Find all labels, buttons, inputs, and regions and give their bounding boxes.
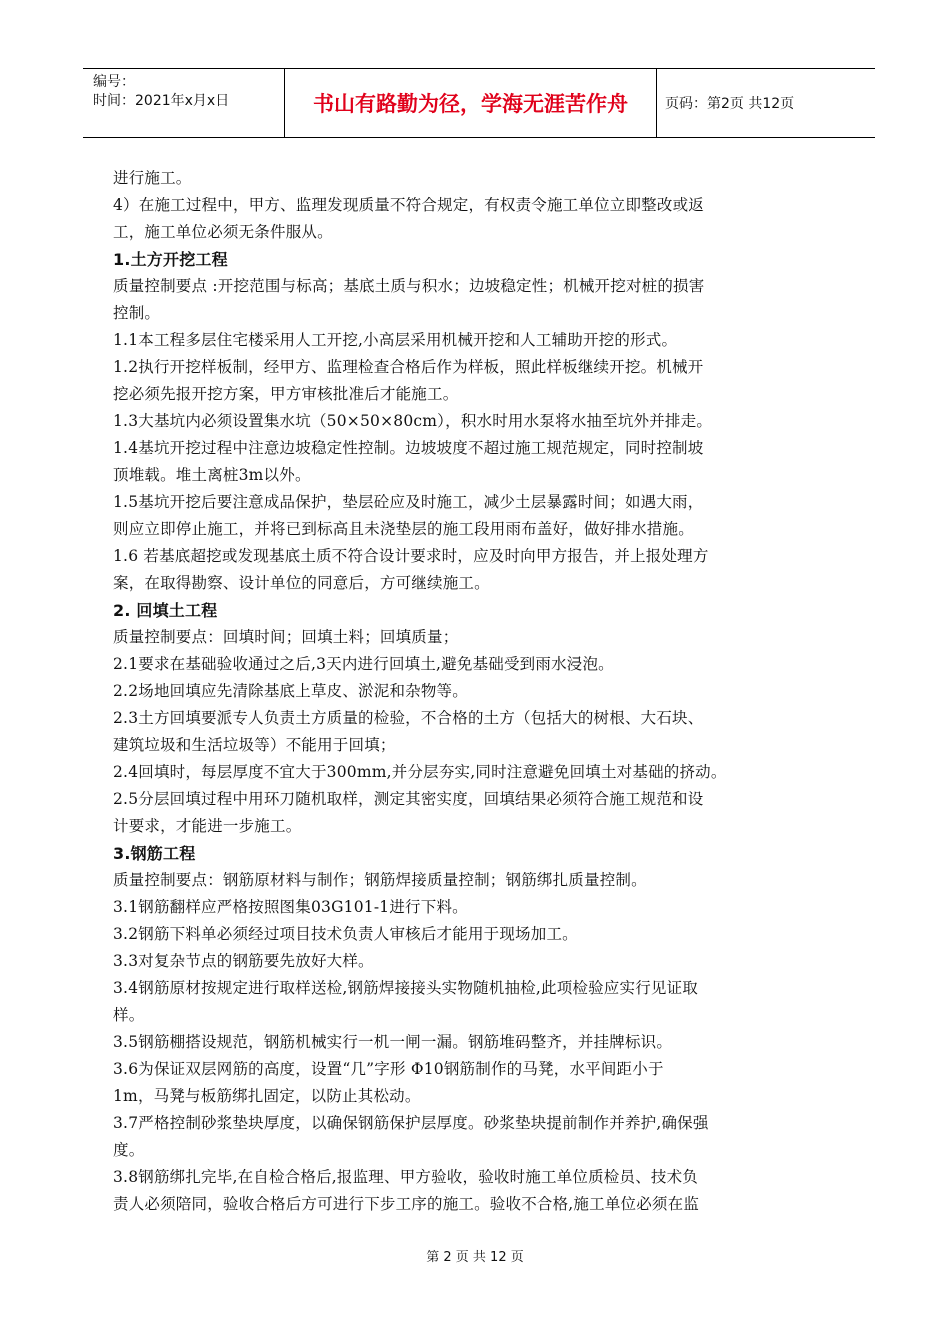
paragraph-line: 1.2执行开挖样板制，经甲方、监理检查合格后作为样板，照此样板继续开挖。机械开 xyxy=(113,358,704,376)
paragraph-line: 2.4回填时，每层厚度不宜大于300mm,并分层夯实,同时注意避免回填土对基础的挤动。 xyxy=(113,763,727,781)
paragraph-line: 样。 xyxy=(113,1006,145,1024)
paragraph-line: 质量控制要点 :开挖范围与标高；基底土质与积水；边坡稳定性；机械开挖对桩的损害 xyxy=(113,277,705,295)
paragraph-line: 工，施工单位必须无条件服从。 xyxy=(113,223,333,241)
paragraph-line: 2.5分层回填过程中用环刀随机取样，测定其密实度，回填结果必须符合施工规范和设 xyxy=(113,790,704,808)
paragraph-line: 质量控制要点：回填时间；回填土料；回填质量； xyxy=(113,628,459,646)
paragraph-line: 3.1钢筋翻样应严格按照图集03G101-1进行下料。 xyxy=(113,898,468,916)
number-label: 编号： xyxy=(93,74,135,90)
paragraph-line: 度。 xyxy=(113,1141,145,1159)
paragraph-line: 2.3土方回填要派专人负责土方质量的检验，不合格的土方（包括大的树根、大石块、 xyxy=(113,709,704,727)
paragraph-line: 1.3大基坑内必须设置集水坑（50×50×80cm），积水时用水泵将水抽至坑外并排走。 xyxy=(113,412,713,430)
paragraph-line: 计要求，才能进一步施工。 xyxy=(113,817,302,835)
section-heading: 1.土方开挖工程 xyxy=(113,250,228,269)
paragraph-line: 挖必须先报开挖方案，甲方审核批准后才能施工。 xyxy=(113,385,459,403)
paragraph-line: 建筑垃圾和生活垃圾等）不能用于回填； xyxy=(113,736,396,754)
paragraph-line: 则应立即停止施工，并将已到标高且未浇垫层的施工段用雨布盖好，做好排水措施。 xyxy=(113,520,694,538)
paragraph-line: 2.2场地回填应先清除基底上草皮、淤泥和杂物等。 xyxy=(113,682,468,700)
paragraph-line: 1.6 若基底超挖或发现基底土质不符合设计要求时，应及时向甲方报告，并上报处理方 xyxy=(113,547,709,565)
paragraph-line: 质量控制要点：钢筋原材料与制作；钢筋焊接质量控制；钢筋绑扎质量控制。 xyxy=(113,871,647,889)
time-label: 时间：2021年x月x日 xyxy=(93,93,230,109)
paragraph-line: 3.7严格控制砂浆垫块厚度，以确保钢筋保护层厚度。砂浆垫块提前制作并养护,确保强 xyxy=(113,1114,709,1132)
paragraph-line: 3.2钢筋下料单必须经过项目技术负责人审核后才能用于现场加工。 xyxy=(113,925,578,943)
paragraph-line: 4）在施工过程中，甲方、监理发现质量不符合规定，有权责令施工单位立即整改或返 xyxy=(113,196,704,214)
header-table xyxy=(83,68,875,138)
paragraph-line: 1.1本工程多层住宅楼采用人工开挖,小高层采用机械开挖和人工辅助开挖的形式。 xyxy=(113,331,678,349)
paragraph-line: 1m，马凳与板筋绑扎固定，以防止其松动。 xyxy=(113,1087,421,1105)
page-info: 页码：第2页 共12页 xyxy=(665,96,795,112)
page-footer: 第 2 页 共 12 页 xyxy=(426,1250,524,1265)
paragraph-line: 案，在取得勘察、设计单位的同意后，方可继续施工。 xyxy=(113,574,490,592)
paragraph-line: 1.5基坑开挖后要注意成品保护，垫层砼应及时施工，减少土层暴露时间；如遇大雨， xyxy=(113,493,704,511)
paragraph-line: 3.3对复杂节点的钢筋要先放好大样。 xyxy=(113,952,374,970)
motto: 书山有路勤为径，学海无涯苦作舟 xyxy=(285,69,657,137)
paragraph-line: 控制。 xyxy=(113,304,161,322)
header-left-cell xyxy=(83,69,285,137)
paragraph-line: 顶堆载。堆土离桩3m以外。 xyxy=(113,466,311,484)
paragraph-line: 2.1要求在基础验收通过之后,3天内进行回填土,避免基础受到雨水浸泡。 xyxy=(113,655,614,673)
paragraph-line: 3.5钢筋棚搭设规范，钢筋机械实行一机一闸一漏。钢筋堆码整齐，并挂牌标识。 xyxy=(113,1033,673,1051)
section-heading: 2. 回填土工程 xyxy=(113,601,218,620)
paragraph-line: 责人必须陪同，验收合格后方可进行下步工序的施工。验收不合格,施工单位必须在监 xyxy=(113,1195,700,1213)
paragraph-line: 进行施工。 xyxy=(113,169,192,187)
paragraph-line: 3.8钢筋绑扎完毕,在自检合格后,报监理、甲方验收，验收时施工单位质检员、技术负 xyxy=(113,1168,699,1186)
paragraph-line: 3.4钢筋原材按规定进行取样送检,钢筋焊接接头实物随机抽检,此项检验应实行见证取 xyxy=(113,979,699,997)
section-heading: 3.钢筋工程 xyxy=(113,844,196,863)
document-body xyxy=(113,165,850,1218)
paragraph-line: 3.6为保证双层网筋的高度，设置“几”字形 Φ10钢筋制作的马凳，水平间距小于 xyxy=(113,1060,664,1078)
paragraph-line: 1.4基坑开挖过程中注意边坡稳定性控制。边坡坡度不超过施工规范规定，同时控制坡 xyxy=(113,439,704,457)
